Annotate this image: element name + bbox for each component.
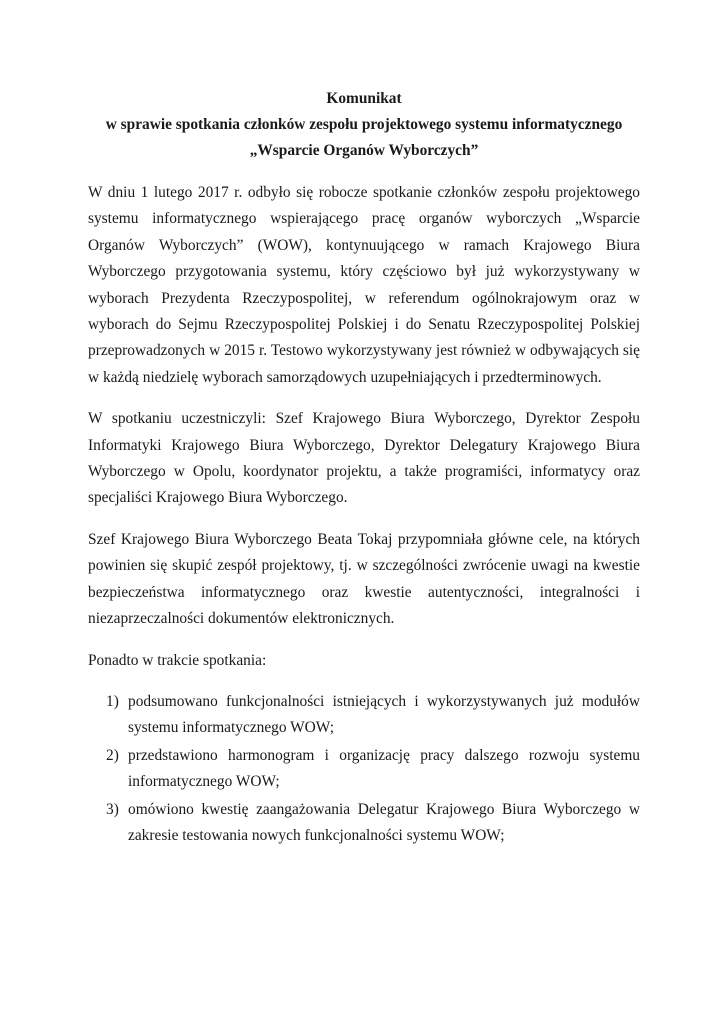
list-item-number: 3)	[106, 800, 119, 818]
document-title	[88, 86, 640, 164]
paragraph-participants: W spotkaniu uczestniczyli: Szef Krajowego Biura Wyborczego, Dyrektor Zespołu Informatyki Krajowego Biura Wyborczego, Dyrektor Delegatury Krajowego Biura Wyborczego w Opolu, koordynator projektu, a także programiści, informatycy oraz specjaliści Krajowego Biura Wyborczego.	[88, 410, 640, 507]
title-line-2: w sprawie spotkania członków zespołu projektowego systemu informatycznego	[105, 116, 623, 133]
list-item-number: 2)	[106, 746, 119, 764]
list-item-text: przedstawiono harmonogram i organizację pracy dalszego rozwoju systemu informatycznego WOW;	[128, 746, 640, 791]
document-page	[88, 86, 640, 850]
list-item	[88, 743, 640, 796]
title-line-1: Komunikat	[326, 90, 402, 107]
agenda-list	[88, 689, 640, 849]
list-item-text: omówiono kwestię zaangażowania Delegatur Krajowego Biura Wyborczego w zakresie testowania nowych funkcjonalności systemu WOW;	[128, 800, 640, 844]
list-item-number: 1)	[106, 692, 119, 710]
paragraph-meeting-intro: W dniu 1 lutego 2017 r. odbyło się robocze spotkanie członków zespołu projektowego systemu informatycznego wspierającego pracę organów wyborczych „Wsparcie Organów Wyborczych” (WOW), kontynuującego w ramach Krajowego Biura Wyborczego przygotowania systemu, który częściowo był już wykorzystywany w wyborach Prezydenta Rzeczypospolitej, w referendum ogólnokrajowym oraz w wyborach do Sejmu Rzeczypospolitej Polskiej i do Senatu Rzeczypospolitej Polskiej przeprowadzonych w 2015 r. Testowo wykorzystywany jest również w odbywających się w każdą niedzielę wyborach samorządowych uzupełniających i przedterminowych.	[88, 184, 640, 386]
list-item	[88, 797, 640, 850]
paragraph-list-intro: Ponadto w trakcie spotkania:	[88, 651, 267, 669]
list-item	[88, 689, 640, 742]
title-line-3: „Wsparcie Organów Wyborczych”	[249, 142, 479, 159]
list-item-text: podsumowano funkcjonalności istniejących i wykorzystywanych już modułów systemu informatycznego WOW;	[128, 692, 640, 737]
paragraph-goals: Szef Krajowego Biura Wyborczego Beata Tokaj przypomniała główne cele, na których powinien się skupić zespół projektowy, tj. w szczególności zwrócenie uwagi na kwestie bezpieczeństwa informatycznego oraz kwestie autentyczności, integralności i niezaprzeczalności dokumentów elektronicznych.	[88, 530, 640, 628]
